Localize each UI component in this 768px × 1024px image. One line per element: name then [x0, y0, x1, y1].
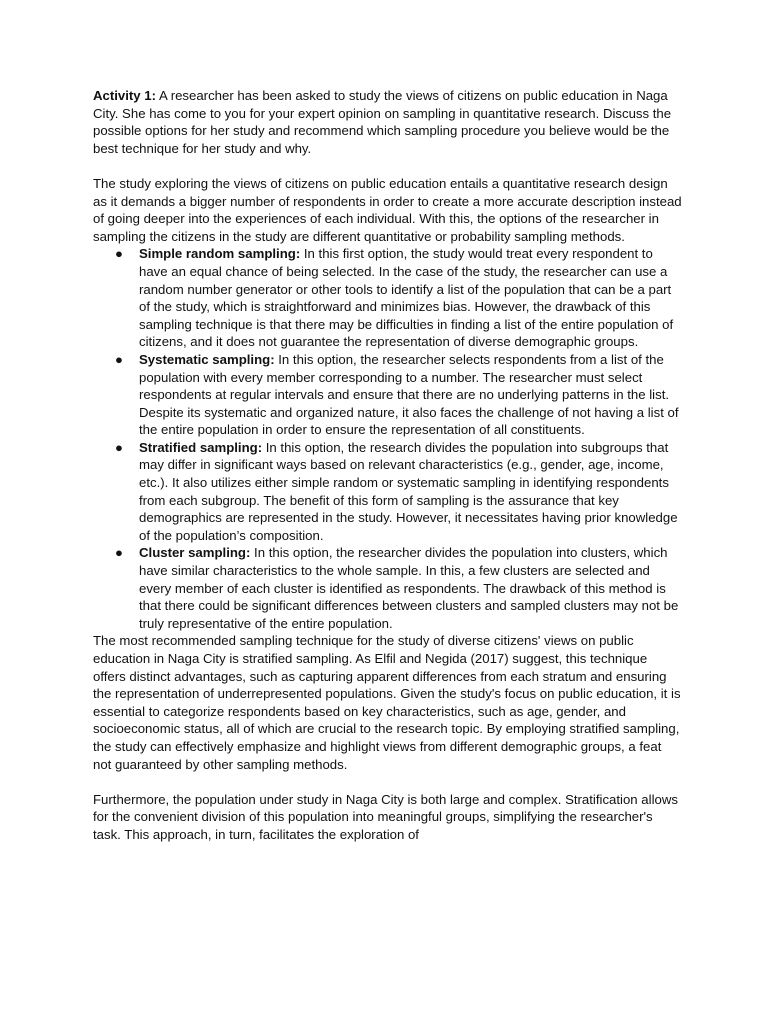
bullet-icon: ●: [115, 439, 123, 455]
bullet-icon: ●: [115, 351, 123, 367]
paragraph-gap: [93, 157, 683, 175]
document-body: [93, 87, 683, 844]
recommendation-paragraph: The most recommended sampling technique for the study of diverse citizens' views on public education in Naga City is stratified sampling. As Elfil and Negida (2017) suggest, this technique offers distinct advantages, such as capturing apparent differences from each stratum and ensuring the representation of underrepresented populations. Given the study's focus on public education, it is essential to categorize respondents based on key characteristics, such as age, gender, and socioeconomic status, all of which are crucial to the research topic. By employing stratified sampling, the study can effectively emphasize and highlight views from different demographic groups, a feat not guaranteed by other sampling methods.: [93, 633, 681, 772]
method-text: In this first option, the study would treat every respondent to have an equal chance of being selected. In the case of the study, the researcher can use a random number generator or other tools to identify a list of the population that can be a part of the study, which is straightforward and minimizes bias. However, the drawback of this sampling technique is that there may be difficulties in finding a list of the entire population of citizens, and it does not guarantee the representation of diverse demographic groups.: [139, 246, 674, 350]
list-item: [93, 439, 683, 545]
paragraph-gap: [93, 773, 683, 791]
activity-prompt: [93, 87, 683, 157]
furthermore-paragraph: Furthermore, the population under study in Naga City is both large and complex. Stratification allows for the convenient division of this population into meaningful groups, simplifying the researcher's task. This approach, in turn, facilitates the exploration of: [93, 791, 678, 842]
method-term: Cluster sampling:: [139, 545, 251, 561]
method-text: In this option, the researcher divides the population into clusters, which have similar characteristics to the whole sample. In this, a few clusters are selected and every member of each cluster is identified as respondents. The drawback of this method is that there could be significant differences between clusters and sampled clusters may not be truly representative of the entire population.: [139, 545, 679, 631]
list-item: [93, 245, 683, 351]
method-term: Simple random sampling:: [139, 246, 301, 262]
method-term: Stratified sampling:: [139, 439, 263, 455]
bullet-icon: ●: [115, 545, 123, 561]
activity-label: Activity 1:: [93, 88, 157, 103]
list-item: [93, 544, 683, 632]
bullet-icon: ●: [115, 246, 123, 262]
method-term: Systematic sampling:: [139, 351, 275, 367]
method-text: In this option, the researcher selects respondents from a list of the population with every member corresponding to a number. The researcher must select respondents at regular intervals and ensure that there are no underlying patterns in the list. Despite its systematic and organized nature, it also faces the challenge of not having a list of the entire population in order to ensure the representation of all constituents.: [139, 351, 679, 438]
list-item: [93, 351, 683, 439]
intro-paragraph: The study exploring the views of citizens on public education entails a quantitative research design as it demands a bigger number of respondents in order to create a more accurate description instead of going deeper into the experiences of each individual. With this, the options of the researcher in sampling the citizens in the study are different quantitative or probability sampling methods.: [93, 175, 682, 244]
activity-text: A researcher has been asked to study the views of citizens on public education in Naga City. She has come to you for your expert opinion on sampling in quantitative research. Discuss the possible options for her study and recommend which sampling procedure you believe would be the best technique for her study and why.: [93, 88, 672, 156]
method-text: In this option, the research divides the population into subgroups that may differ in significant ways based on relevant characteristics (e.g., gender, age, income, etc.). It also utilizes either simple random or systematic sampling in identifying respondents from each subgroup. The benefit of this form of sampling is the assurance that key demographics are represented in the study. However, it necessitates having prior knowledge of the population’s composition.: [139, 439, 678, 543]
sampling-methods-list: [93, 245, 683, 632]
